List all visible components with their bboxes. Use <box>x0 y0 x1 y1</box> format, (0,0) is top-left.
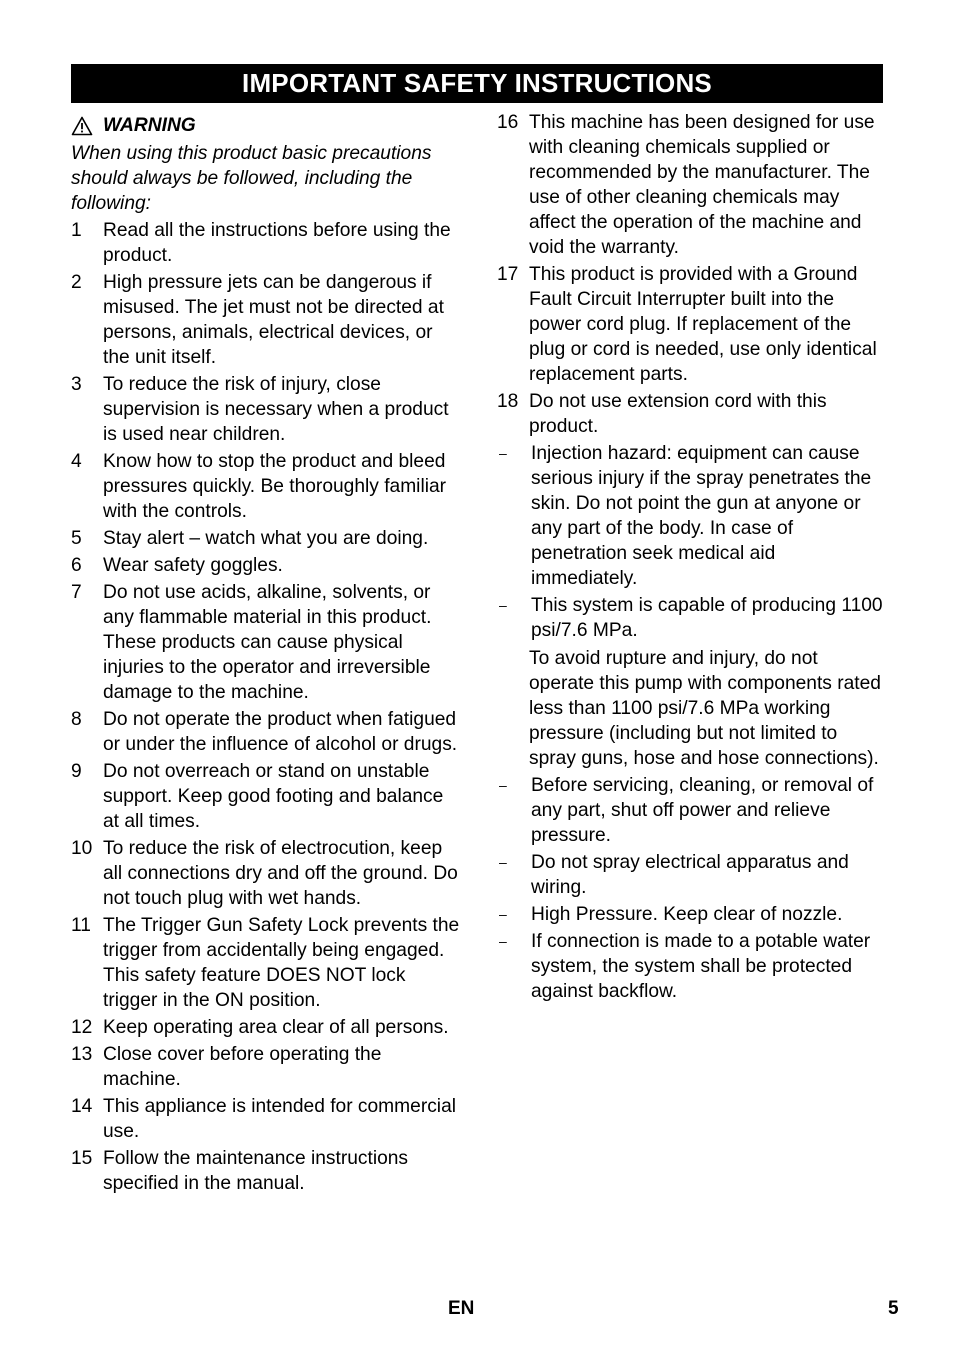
item-text: Know how to stop the product and bleed pressures quickly. Be thoroughly familiar with the controls. <box>103 451 447 522</box>
dash-list-item <box>497 441 885 591</box>
list-item <box>71 1042 461 1092</box>
item-number: 15 <box>71 1148 93 1169</box>
item-text: Do not use extension cord with this product. <box>529 391 827 437</box>
dash-list-item <box>497 902 885 927</box>
item-text: This product is provided with a Ground Fault Circuit Interrupter built into the power cord plug. If replacement of the plug or cord is needed, use only identical replacement parts. <box>529 264 877 385</box>
item-text: Do not overreach or stand on unstable support. Keep good footing and balance at all times. <box>103 761 444 832</box>
page-title: IMPORTANT SAFETY INSTRUCTIONS <box>242 68 712 98</box>
item-text: The Trigger Gun Safety Lock prevents the trigger from accidentally being engaged. This safety feature DOES NOT lock trigger in the ON position. <box>103 915 460 1011</box>
left-column <box>71 110 461 1196</box>
left-instruction-list <box>71 218 461 1196</box>
item-number: 8 <box>71 709 82 730</box>
item-text: If connection is made to a potable water system, the system shall be protected against backflow. <box>531 931 871 1002</box>
item-text: Follow the maintenance instructions specified in the manual. <box>103 1148 409 1194</box>
item-number: 10 <box>71 838 93 859</box>
item-number: 6 <box>71 555 82 576</box>
warning-intro: When using this product basic precautions should always be followed, including the following: <box>71 143 432 214</box>
list-item <box>71 218 461 268</box>
item-number: 13 <box>71 1044 93 1065</box>
item-text: Wear safety goggles. <box>103 555 283 576</box>
item-number: 9 <box>71 761 82 782</box>
item-text: Read all the instructions before using the product. <box>103 220 451 266</box>
item-number: 11 <box>71 915 91 936</box>
item-number: 17 <box>497 264 519 285</box>
item-text: Close cover before operating the machine. <box>103 1044 382 1090</box>
dash-bullet: – <box>499 597 507 613</box>
dash-item-paragraph: To avoid rupture and injury, do not operate this pump with components rated less than 1100 psi/7.6 MPa working pressure (including but not limited to spray guns, hose and hose connections). <box>529 648 881 769</box>
list-item <box>71 1146 461 1196</box>
list-item <box>71 1015 461 1040</box>
item-number: 3 <box>71 374 82 395</box>
item-text: Do not use acids, alkaline, solvents, or any flammable material in this product. These products can cause physical injuries to the operator and irreversible damage to the machine. <box>103 582 432 703</box>
item-text: Before servicing, cleaning, or removal of any part, shut off power and relieve pressure. <box>531 775 874 846</box>
warning-triangle-icon <box>71 116 93 136</box>
dash-bullet: – <box>499 445 507 461</box>
dash-list-item <box>497 850 885 900</box>
dash-bullet: – <box>499 854 507 870</box>
list-item <box>71 270 461 370</box>
list-item <box>71 707 461 757</box>
list-item <box>71 836 461 911</box>
item-text: To reduce the risk of electrocution, keep all connections dry and off the ground. Do not touch plug with wet hands. <box>103 838 458 909</box>
list-item <box>71 913 461 1013</box>
list-item <box>71 449 461 524</box>
item-text: High Pressure. Keep clear of nozzle. <box>531 904 843 925</box>
dash-list-item <box>497 773 885 848</box>
list-item <box>71 526 461 551</box>
item-text: Do not operate the product when fatigued or under the influence of alcohol or drugs. <box>103 709 458 755</box>
footer-language: EN <box>448 1298 475 1319</box>
list-item <box>497 262 885 387</box>
list-item <box>71 372 461 447</box>
warning-label: WARNING <box>103 115 196 136</box>
list-item <box>71 1094 461 1144</box>
dash-list-item <box>497 929 885 1004</box>
page-number: 5 <box>888 1298 899 1319</box>
list-item <box>71 553 461 578</box>
right-column <box>497 110 885 1004</box>
list-item <box>71 759 461 834</box>
item-number: 1 <box>71 220 82 241</box>
dash-bullet: – <box>499 933 507 949</box>
section-banner <box>71 64 883 103</box>
item-number: 4 <box>71 451 82 472</box>
item-text: Do not spray electrical apparatus and wiring. <box>531 852 849 898</box>
item-text: Stay alert – watch what you are doing. <box>103 528 429 549</box>
item-text: This machine has been designed for use with cleaning chemicals supplied or recommended by the manufacturer. The use of other cleaning chemicals may affect the operation of the machine and void the warranty. <box>529 112 875 258</box>
dash-bullet: – <box>499 906 507 922</box>
item-number: 2 <box>71 272 82 293</box>
item-text: This system is capable of producing 1100 psi/7.6 MPa. <box>531 595 883 641</box>
dash-list-item <box>497 593 885 643</box>
item-number: 14 <box>71 1096 93 1117</box>
list-item <box>497 389 885 439</box>
dash-bullet: – <box>499 777 507 793</box>
item-text: High pressure jets can be dangerous if misused. The jet must not be directed at persons, animals, electrical devices, or the unit itself. <box>103 272 444 368</box>
item-number: 12 <box>71 1017 93 1038</box>
list-item <box>497 110 885 260</box>
item-text: To reduce the risk of injury, close supervision is necessary when a product is used near children. <box>103 374 449 445</box>
item-number: 5 <box>71 528 82 549</box>
item-text: Injection hazard: equipment can cause serious injury if the spray penetrates the skin. Do not point the gun at anyone or any part of the body. In case of penetration seek medical aid immediately. <box>531 443 872 589</box>
list-item <box>71 580 461 705</box>
item-number: 18 <box>497 391 519 412</box>
item-number: 7 <box>71 582 82 603</box>
item-number: 16 <box>497 112 519 133</box>
item-text: This appliance is intended for commercial use. <box>103 1096 457 1142</box>
right-instruction-list <box>497 110 885 439</box>
warning-heading <box>71 113 461 138</box>
item-text: Keep operating area clear of all persons. <box>103 1017 449 1038</box>
